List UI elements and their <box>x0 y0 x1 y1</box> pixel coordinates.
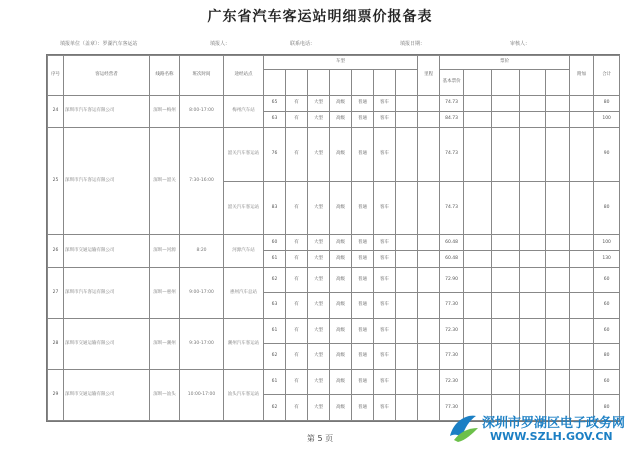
meta-field-filler: 填报人： <box>210 41 231 47</box>
meta-field-unit: 填报单位（盖章）：罗湖汽车客运站 <box>60 41 138 47</box>
header-extra: 附加 <box>570 56 594 96</box>
header-route: 途经站点 <box>224 56 264 96</box>
table-row: 韶关汽车客运站 83 有 大型 高级 普通 客车 74.73 80 <box>48 181 620 234</box>
header-sub <box>286 69 308 95</box>
table-row: 62 有 大型 高级 普通 客车 77.30 80 <box>48 395 620 421</box>
header-sub <box>520 69 546 95</box>
fare-table-sheet <box>46 54 620 422</box>
header-sub <box>374 69 396 95</box>
header-row-1 <box>48 56 620 70</box>
table-row: 62 有 大型 高级 普通 客车 77.30 80 <box>48 344 620 370</box>
meta-field-phone: 联系电话： <box>290 41 316 47</box>
header-line: 线路名称 <box>150 56 180 96</box>
header-sub <box>352 69 374 95</box>
meta-field-reviewer: 审核人： <box>510 41 531 47</box>
header-sub <box>546 69 570 95</box>
table-row: 61 有 大型 高级 普通 客车 60.48 130 <box>48 251 620 267</box>
watermark-title: 深圳市罗湖区电子政务网 <box>482 416 626 431</box>
header-km: 里程 <box>418 56 440 96</box>
meta-field-date: 填报日期： <box>400 41 426 47</box>
table-row: 63 有 大型 高级 普通 客车 84.73 100 <box>48 111 620 127</box>
header-operator: 客运经营者 <box>64 56 150 96</box>
header-base-price: 基本票价 <box>440 69 464 95</box>
table-row: 24 深圳市汽车客运有限公司 深圳—梅州 8:00-17:00 梅州汽车站 65 有 大型 高级 普通 客车 74.73 80 <box>48 95 620 111</box>
table-row: 27 深圳市汽车客运有限公司 深圳—惠州 9:00-17:00 惠州汽车总站 62 有 大型 高级 普通 客车 72.90 60 <box>48 267 620 293</box>
document-meta <box>60 40 580 50</box>
table-row: 26 深圳市交通运输有限公司 深圳—河源 8:20 河源汽车站 60 有 大型 高级 普通 客车 60.48 100 <box>48 234 620 250</box>
header-seq: 序号 <box>48 56 64 96</box>
table-row: 63 有 大型 高级 普通 客车 77.30 60 <box>48 293 620 319</box>
page-number: 第 5 页 <box>306 434 334 443</box>
table-row: 25 深圳市汽车客运有限公司 深圳—韶关 7:30-16:00 韶关汽车客运站 76 有 大型 高级 普通 客车 74.73 90 <box>48 128 620 181</box>
header-sub <box>264 69 286 95</box>
header-sub <box>492 69 520 95</box>
document-title: 广东省汽车客运站明细票价报备表 <box>207 9 433 25</box>
header-sub <box>330 69 352 95</box>
fare-table <box>47 55 620 421</box>
watermark-url: WWW.SZLH.GOV.CN <box>490 430 613 443</box>
table-row: 28 深圳市交通运输有限公司 深圳—潮州 9:30-17:00 潮州汽车客运站 61 有 大型 高级 普通 客车 72.30 60 <box>48 318 620 344</box>
table-row: 29 深圳市交通运输有限公司 深圳—汕头 10:00-17:00 汕头汽车客运站 61 有 大型 高级 普通 客车 72.30 60 <box>48 369 620 395</box>
header-price-group: 票价 <box>440 56 570 70</box>
watermark-logo <box>446 408 636 448</box>
header-sub <box>464 69 492 95</box>
leaf-logo-icon <box>446 410 480 444</box>
header-sub <box>308 69 330 95</box>
header-vehicle: 车型 <box>264 56 418 70</box>
header-sub <box>396 69 418 95</box>
header-class-time: 班次时间 <box>180 56 224 96</box>
header-total: 合计 <box>594 56 620 96</box>
